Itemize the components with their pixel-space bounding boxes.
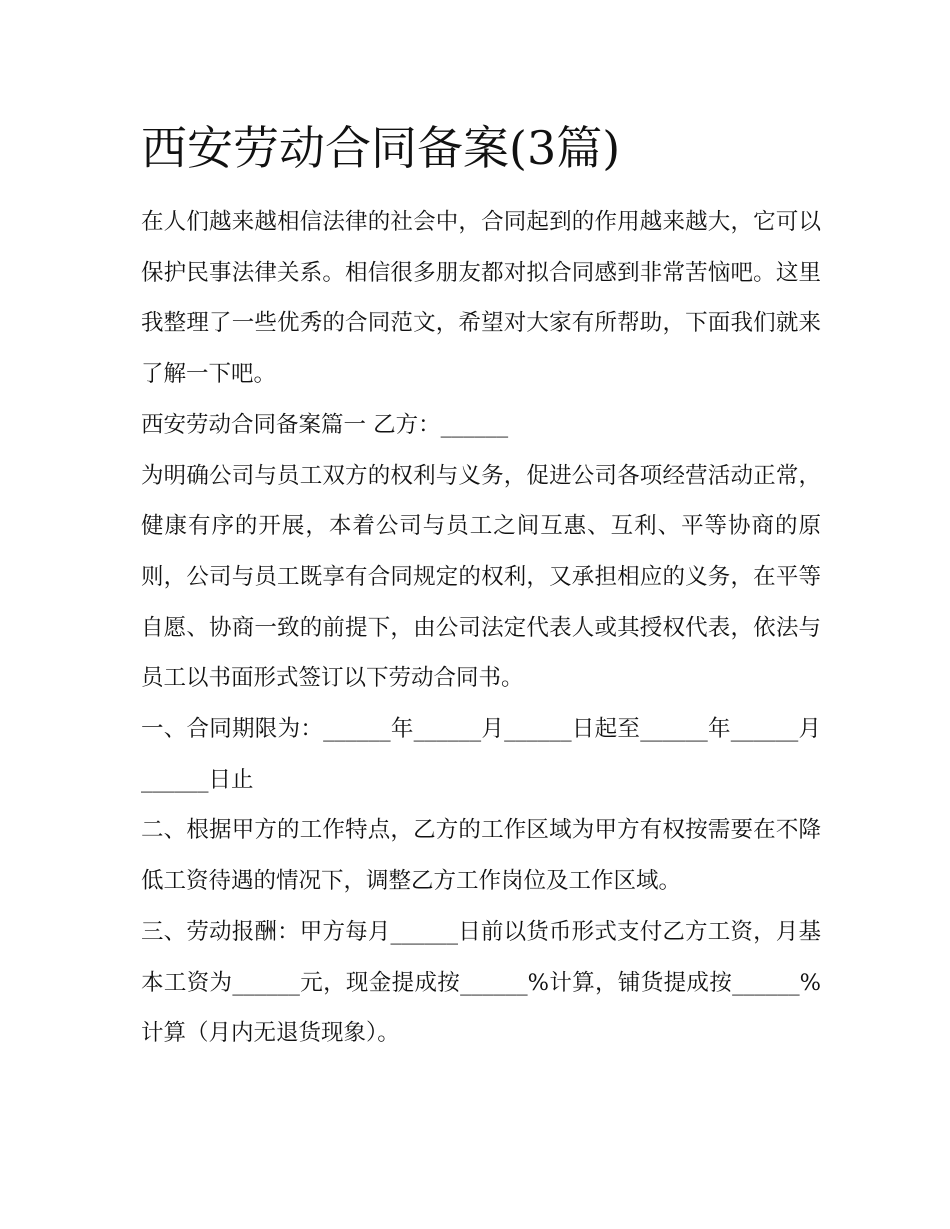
section-heading-1: 西安劳动合同备案篇一 乙方：______ [141,411,509,438]
document-title: 西安劳动合同备案(3篇) [141,121,621,175]
clause-work-area: 二、根据甲方的工作特点，乙方的工作区域为甲方有权按需要在不降低工资待遇的情况下，调整乙方工作岗位及工作区域。 [141,817,821,895]
intro-paragraph: 在人们越来越相信法律的社会中，合同起到的作用越来越大，它可以保护民事法律关系。相信很多朋友都对拟合同感到非常苦恼吧。这里我整理了一些优秀的合同范文，希望对大家有所帮助，下面我们就来了解一下吧。 [141,209,821,388]
clause-term: 一、合同期限为：______年______月______日起至______年______月______日止 [141,716,821,793]
document-body [141,197,821,1059]
preamble-paragraph: 为明确公司与员工双方的权利与义务，促进公司各项经营活动正常，健康有序的开展，本着公司与员工之间互惠、互利、平等协商的原则，公司与员工既享有合同规定的权利，又承担相应的义务，在平等自愿、协商一致的前提下，由公司法定代表人或其授权代表，依法与员工以书面形式签订以下劳动合同书。 [141,462,821,692]
clause-remuneration: 三、劳动报酬：甲方每月______日前以货币形式支付乙方工资，月基本工资为______元，现金提成按______%计算，铺货提成按______%计算（月内无退货现象）。 [141,918,821,1047]
